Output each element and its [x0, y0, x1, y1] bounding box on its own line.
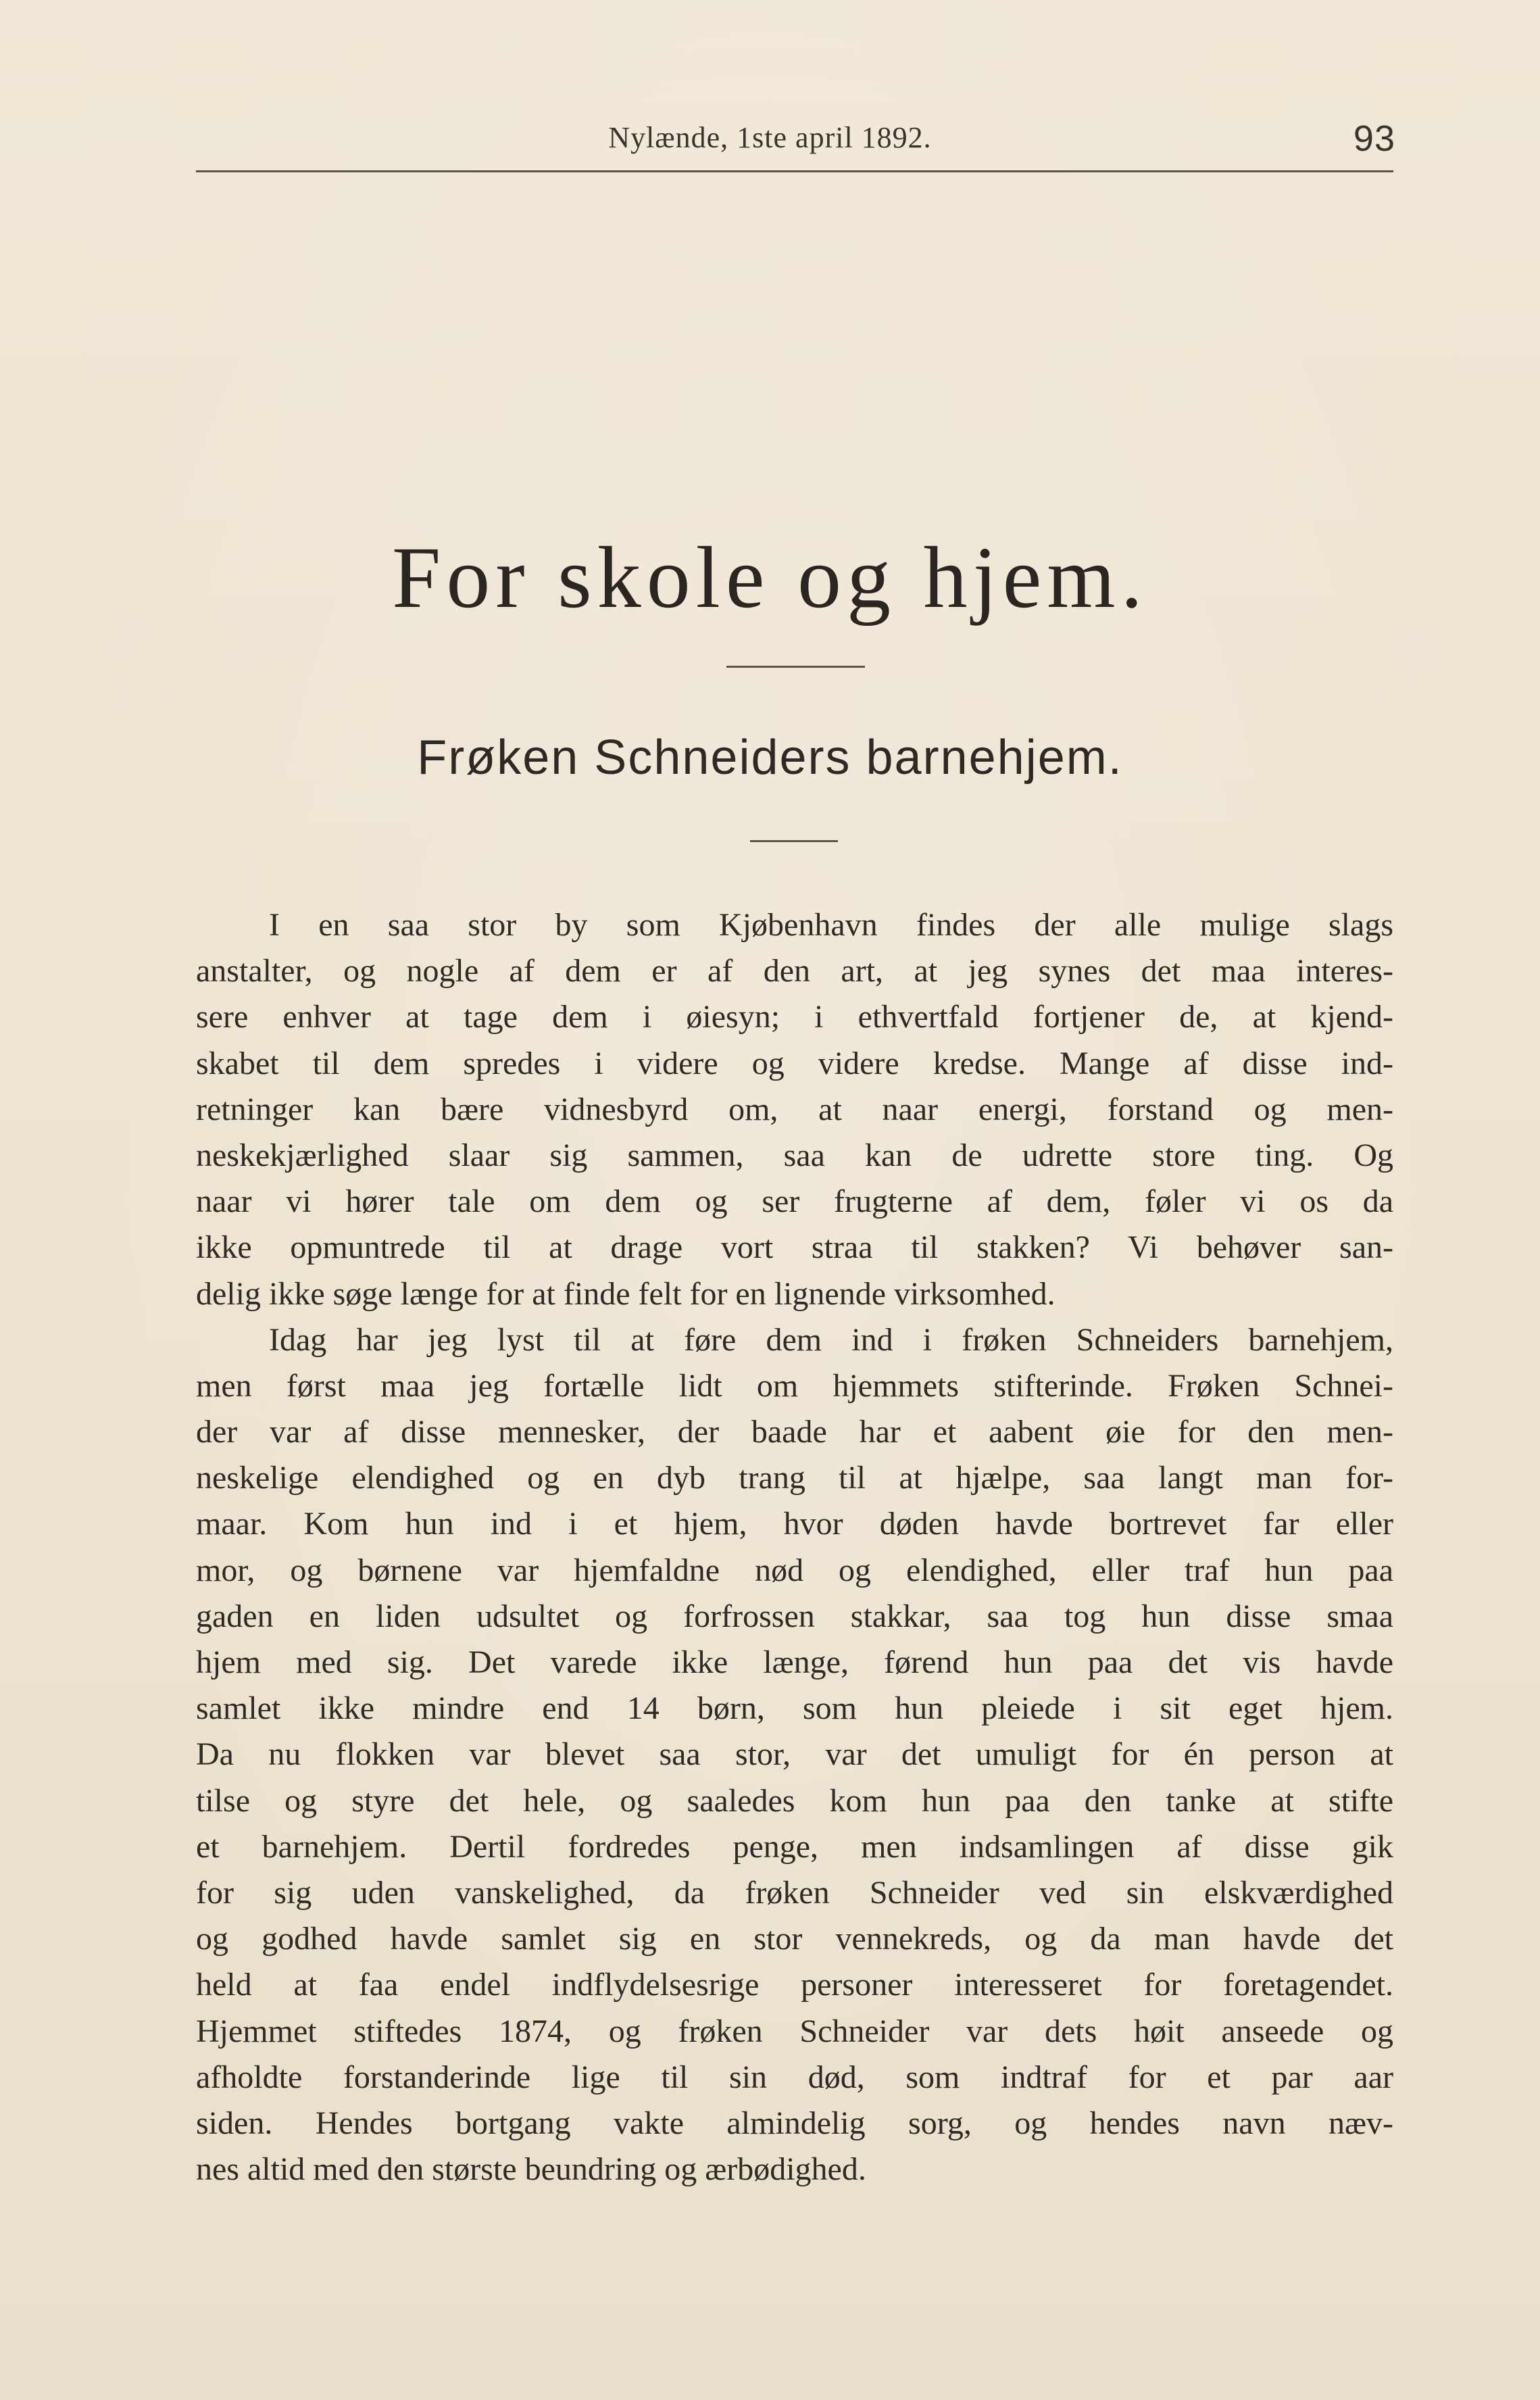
body-line: et barnehjem. Dertil fordredes penge, men indsamlingen af disse gik — [196, 1828, 1393, 1865]
body-line: naar vi hører tale om dem og ser frugterne af dem, føler vi os da — [196, 1183, 1393, 1220]
body-line: neskelige elendighed og en dyb trang til at hjælpe, saa langt man for- — [196, 1460, 1393, 1496]
body-line: anstalter, og nogle af dem er af den art, at jeg synes det maa interes- — [196, 953, 1393, 989]
article-body — [196, 902, 1393, 2193]
page-number: 93 — [1353, 118, 1395, 159]
body-line: Idag har jeg lyst til at føre dem ind i frøken Schneiders barnehjem, — [269, 1321, 1393, 1358]
body-line: tilse og styre det hele, og saaledes kom hun paa den tanke at stifte — [196, 1782, 1393, 1819]
body-line: I en saa stor by som Kjøbenhavn findes der alle mulige slags — [269, 907, 1393, 943]
body-line: ikke opmuntrede til at drage vort straa til stakken? Vi behøver san- — [196, 1229, 1393, 1266]
body-line: Hjemmet stiftedes 1874, og frøken Schneider var dets høit anseede og — [196, 2013, 1393, 2049]
body-line: skabet til dem spredes i videre og videre kredse. Mange af disse ind- — [196, 1045, 1393, 1081]
body-line: siden. Hendes bortgang vakte almindelig sorg, og hendes navn næv- — [196, 2105, 1393, 2141]
article-divider — [750, 840, 838, 842]
body-line: maar. Kom hun ind i et hjem, hvor døden havde bortrevet far eller — [196, 1506, 1393, 1542]
title-divider — [726, 666, 865, 668]
body-line: gaden en liden udsultet og forfrossen stakkar, saa tog hun disse smaa — [196, 1598, 1393, 1634]
body-line: hjem med sig. Det varede ikke længe, førend hun paa det vis havde — [196, 1644, 1393, 1680]
article-title: Frøken Schneiders barnehjem. — [417, 731, 1123, 785]
header-rule — [196, 170, 1393, 172]
running-head — [0, 120, 1540, 161]
body-line: der var af disse mennesker, der baade har et aabent øie for den men- — [196, 1414, 1393, 1450]
body-line: retninger kan bære vidnesbyrd om, at naar energi, forstand og men- — [196, 1091, 1393, 1127]
body-line: delig ikke søge længe for at finde felt for en lignende virksomhed. — [196, 1275, 1055, 1312]
body-line: mor, og børnene var hjemfaldne nød og elendighed, eller traf hun paa — [196, 1552, 1393, 1588]
body-line: Da nu flokken var blevet saa stor, var det umuligt for én person at — [196, 1736, 1393, 1773]
body-line: sere enhver at tage dem i øiesyn; i ethvertfald fortjener de, at kjend- — [196, 999, 1393, 1035]
body-line: men først maa jeg fortælle lidt om hjemmets stifterinde. Frøken Schnei- — [196, 1367, 1393, 1404]
body-line: neskekjærlighed slaar sig sammen, saa kan de udrette store ting. Og — [196, 1137, 1393, 1173]
body-line: samlet ikke mindre end 14 børn, som hun pleiede i sit eget hjem. — [196, 1690, 1393, 1727]
body-line: held at faa endel indflydelsesrige personer interesseret for foretagendet. — [196, 1967, 1393, 2003]
issue-date: Nylænde, 1ste april 1892. — [608, 121, 932, 154]
body-line: og godhed havde samlet sig en stor vennekreds, og da man havde det — [196, 1921, 1393, 1957]
body-line: nes altid med den største beundring og ærbødighed. — [196, 2151, 866, 2188]
section-title: For skole og hjem. — [392, 529, 1148, 627]
body-line: afholdte forstanderinde lige til sin død, som indtraf for et par aar — [196, 2059, 1393, 2095]
body-line: for sig uden vanskelighed, da frøken Schneider ved sin elskværdighed — [196, 1874, 1393, 1911]
